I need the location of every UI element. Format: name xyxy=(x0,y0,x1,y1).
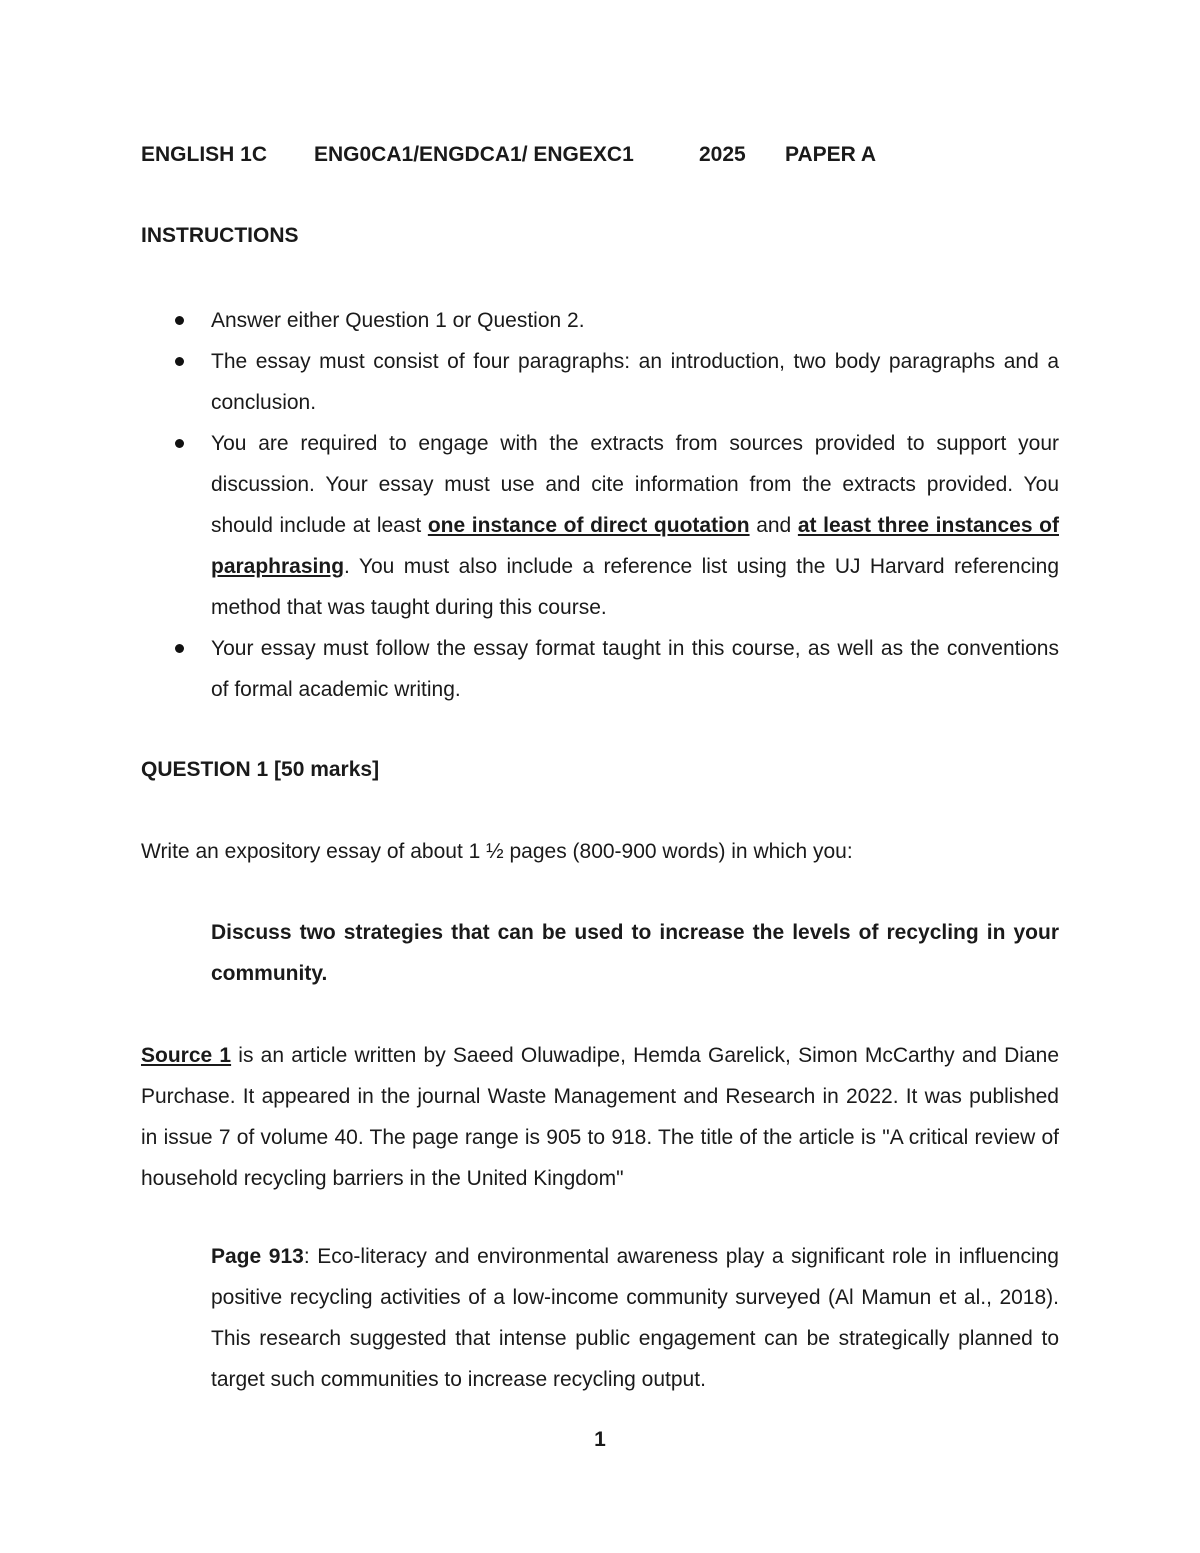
instruction-item xyxy=(141,300,1059,341)
page-number: 1 xyxy=(594,1428,606,1451)
paper-header xyxy=(141,143,876,167)
instructions-heading: INSTRUCTIONS xyxy=(141,224,299,247)
instruction-text: Answer either Question 1 or Question 2. xyxy=(211,309,585,332)
paraphrasing-emphasis: at least three instances of paraphrasing xyxy=(211,514,1059,578)
bullet-icon xyxy=(175,644,184,653)
instruction-item xyxy=(141,628,1059,710)
bullet-icon xyxy=(175,357,184,366)
source-1-description xyxy=(141,1035,1059,1199)
extract-page-label: Page 913 xyxy=(211,1245,304,1268)
instructions-list xyxy=(141,300,1059,710)
instruction-text: Your essay must follow the essay format taught in this course, as well as the conventions of formal academic writing. xyxy=(211,637,1059,701)
direct-quotation-emphasis: one instance of direct quotation xyxy=(427,514,750,537)
course-codes: ENG0CA1/ENGDCA1/ ENGEXC1 xyxy=(314,143,634,166)
instruction-item xyxy=(141,341,1059,423)
instruction-text: . You must also include a reference list using the UJ Harvard referencing method that was taught during this course. xyxy=(211,555,1059,619)
exam-year: 2025 xyxy=(699,143,746,166)
extract-text: : Eco-literacy and environmental awareness play a significant role in influencing positive recycling activities of a low-income community surveyed (Al Mamun et al., 2018). This research suggested that intense public engagement can be strategically planned to target such communities to increase recycling output. xyxy=(211,1245,1059,1391)
instruction-text: The essay must consist of four paragraphs: an introduction, two body paragraphs and a conclusion. xyxy=(211,350,1059,414)
paper-label: PAPER A xyxy=(785,143,877,166)
instruction-text: and xyxy=(749,514,798,537)
instruction-item xyxy=(141,423,1059,628)
bullet-icon xyxy=(175,439,184,448)
bullet-icon xyxy=(175,316,184,325)
instruction-text: You are required to engage with the extracts from sources provided to support your discussion. Your essay must use and cite information from the extracts provided. You should include at least xyxy=(211,432,1059,537)
source-1-extract xyxy=(211,1236,1059,1400)
question-1-heading: QUESTION 1 [50 marks] xyxy=(141,758,380,781)
question-1-prompt: Discuss two strategies that can be used to increase the levels of recycling in your community. xyxy=(211,921,1059,985)
source-1-label: Source 1 xyxy=(141,1044,232,1067)
question-1-intro: Write an expository essay of about 1 ½ pages (800-900 words) in which you: xyxy=(141,840,853,863)
course-name: ENGLISH 1C xyxy=(141,143,268,166)
source-1-text: is an article written by Saeed Oluwadipe, Hemda Garelick, Simon McCarthy and Diane Purchase. It appeared in the journal Waste Management and Research in 2022. It was published in issue 7 of volume 40. The page range is 905 to 918. The title of the article is "A critical review of household recycling barriers in the United Kingdom" xyxy=(141,1044,1059,1190)
